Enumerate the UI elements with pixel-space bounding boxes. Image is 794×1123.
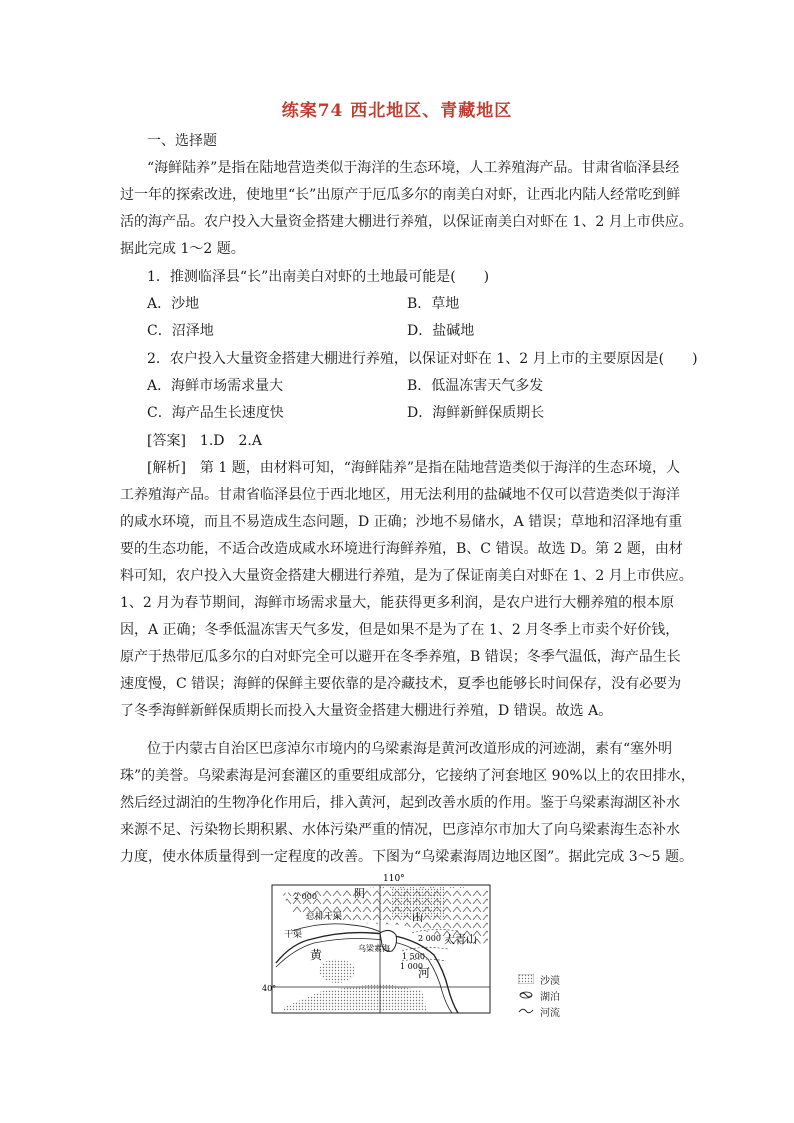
analysis-line: 速度慢，C 错误；海鲜的保鲜主要依靠的是冷藏技术，夏季也能够长时间保存，没有必要为 — [120, 676, 682, 692]
passage-line: 珠”的美誉。乌梁素海是河套灌区的重要组成部分，它接纳了河套地区 90%以上的农田排水， — [120, 768, 695, 784]
q1-option-b: B．草地 — [407, 296, 460, 312]
q1-option-c: C．沼泽地 — [147, 323, 214, 339]
section-heading: 一、选择题 — [147, 133, 217, 149]
contour-label: 2 000 — [294, 892, 317, 901]
passage-line: 然后经过湖泊的生物净化作用后，排入黄河，起到改善水质的作用。鉴于乌梁素海湖区补水 — [120, 795, 680, 811]
question-1-stem: 1．推测临泽县“长”出南美白对虾的土地最可能是( ) — [147, 269, 490, 285]
longitude-label: 110° — [383, 874, 405, 884]
contour-label: 1 500 — [402, 952, 425, 961]
q1-option-a: A．沙地 — [147, 296, 200, 312]
desert-swatch-icon — [518, 974, 534, 984]
passage-line: 来源不足、污染物长期积累、水体污染严重的情况，巴彦淖尔市加大了向乌梁素海生态补水 — [120, 822, 680, 838]
canal-label: 总排干渠 — [306, 912, 343, 922]
canal-label: 干渠 — [284, 930, 303, 940]
legend-item-lake: 湖泊 — [518, 988, 598, 1002]
place-label: 大青山 — [444, 933, 477, 946]
analysis-line: 的咸水环境，而且不易造成生态问题，D 正确；沙地不易储水，A 错误；草地和沼泽地有重 — [120, 514, 683, 530]
answer-line: [答案] 1.D 2.A — [147, 433, 262, 449]
analysis-line: 工养殖海产品。甘肃省临泽县位于西北地区，用无法利用的盐碱地不仅可以营造类似于海洋 — [120, 487, 680, 503]
river-swatch-icon — [518, 1006, 534, 1016]
contour-label: 1 000 — [400, 962, 423, 971]
passage-line: 力度，使水体质量得到一定程度的改善。下图为“乌梁素海周边地区图”。据此完成 3～5 题。 — [120, 849, 694, 865]
analysis-line: 要的生态功能，不适合改造成咸水环境进行海鲜养殖，B、C 错误。故选 D。第 2 题，由材 — [120, 541, 683, 557]
analysis-line: 料可知，农户投入大量资金搭建大棚进行养殖，是为了保证南美白对虾在 1、2 月上市供应。 — [120, 568, 693, 584]
analysis-line: 1、2 月为春节期间，海鲜市场需求量大，能获得更多利润，是农户进行大棚养殖的根本原 — [120, 595, 675, 611]
passage-line: 位于内蒙古自治区巴彦淖尔市境内的乌梁素海是黄河改道形成的河迹湖，素有“塞外明 — [147, 741, 673, 757]
latitude-label: 40° — [262, 984, 277, 993]
lake-swatch-icon — [518, 990, 534, 1000]
page-title: 练案74 西北地区、青藏地区 — [281, 101, 513, 121]
intro-line: 活的海产品。农户投入大量资金搭建大棚进行养殖，以保证南美白对虾在 1、2 月上市供应。 — [120, 214, 693, 230]
analysis-line: 因，A 正确；冬季低温冻害天气多发，但是如果不是为了在 1、2 月冬季上市卖个好价钱， — [120, 622, 680, 638]
contour-label: 2 000 — [418, 934, 441, 943]
place-label: 阴 — [354, 887, 365, 900]
place-label: 山 — [412, 911, 423, 924]
q2-option-b: B．低温冻害天气多发 — [407, 378, 544, 394]
analysis-line: 了冬季海鲜新鲜保质期长而投入大量资金搭建大棚进行养殖，D 错误。故选 A。 — [120, 703, 613, 719]
drainage-canal — [292, 924, 382, 933]
river-label: 河 — [418, 966, 431, 980]
lake-label: 乌梁素海 — [358, 944, 390, 953]
intro-line: 据此完成 1～2 题。 — [120, 241, 245, 257]
analysis-line: 原产于热带厄瓜多尔的白对虾完全可以避开在冬季养殖，B 错误；冬季气温低，海产品生长 — [120, 649, 681, 665]
q2-option-d: D．海鲜新鲜保质期长 — [407, 405, 545, 421]
question-2-stem: 2．农户投入大量资金搭建大棚进行养殖，以保证对虾在 1、2 月上市的主要原因是( ) — [147, 351, 698, 367]
analysis-line: [解析] 第 1 题，由材料可知，“海鲜陆养”是指在陆地营造类似于海洋的生态环境，人 — [147, 460, 681, 476]
q2-option-a: A．海鲜市场需求量大 — [147, 378, 284, 394]
q2-option-c: C．海产品生长速度快 — [147, 405, 284, 421]
q1-option-d: D．盐碱地 — [407, 323, 475, 339]
legend-item-desert: 沙漠 — [518, 972, 598, 986]
river-label: 黄 — [310, 948, 323, 962]
intro-line: “海鲜陆养”是指在陆地营造类似于海洋的生态环境，人工养殖海产品。甘肃省临泽县经 — [147, 160, 680, 176]
legend-item-river: 河流 — [518, 1004, 598, 1018]
desert-area — [319, 959, 355, 983]
intro-line: 过一年的探索改进，使地里“长”出原产于厄瓜多尔的南美白对虾，让西北内陆人经常吃到鲜 — [120, 187, 681, 203]
